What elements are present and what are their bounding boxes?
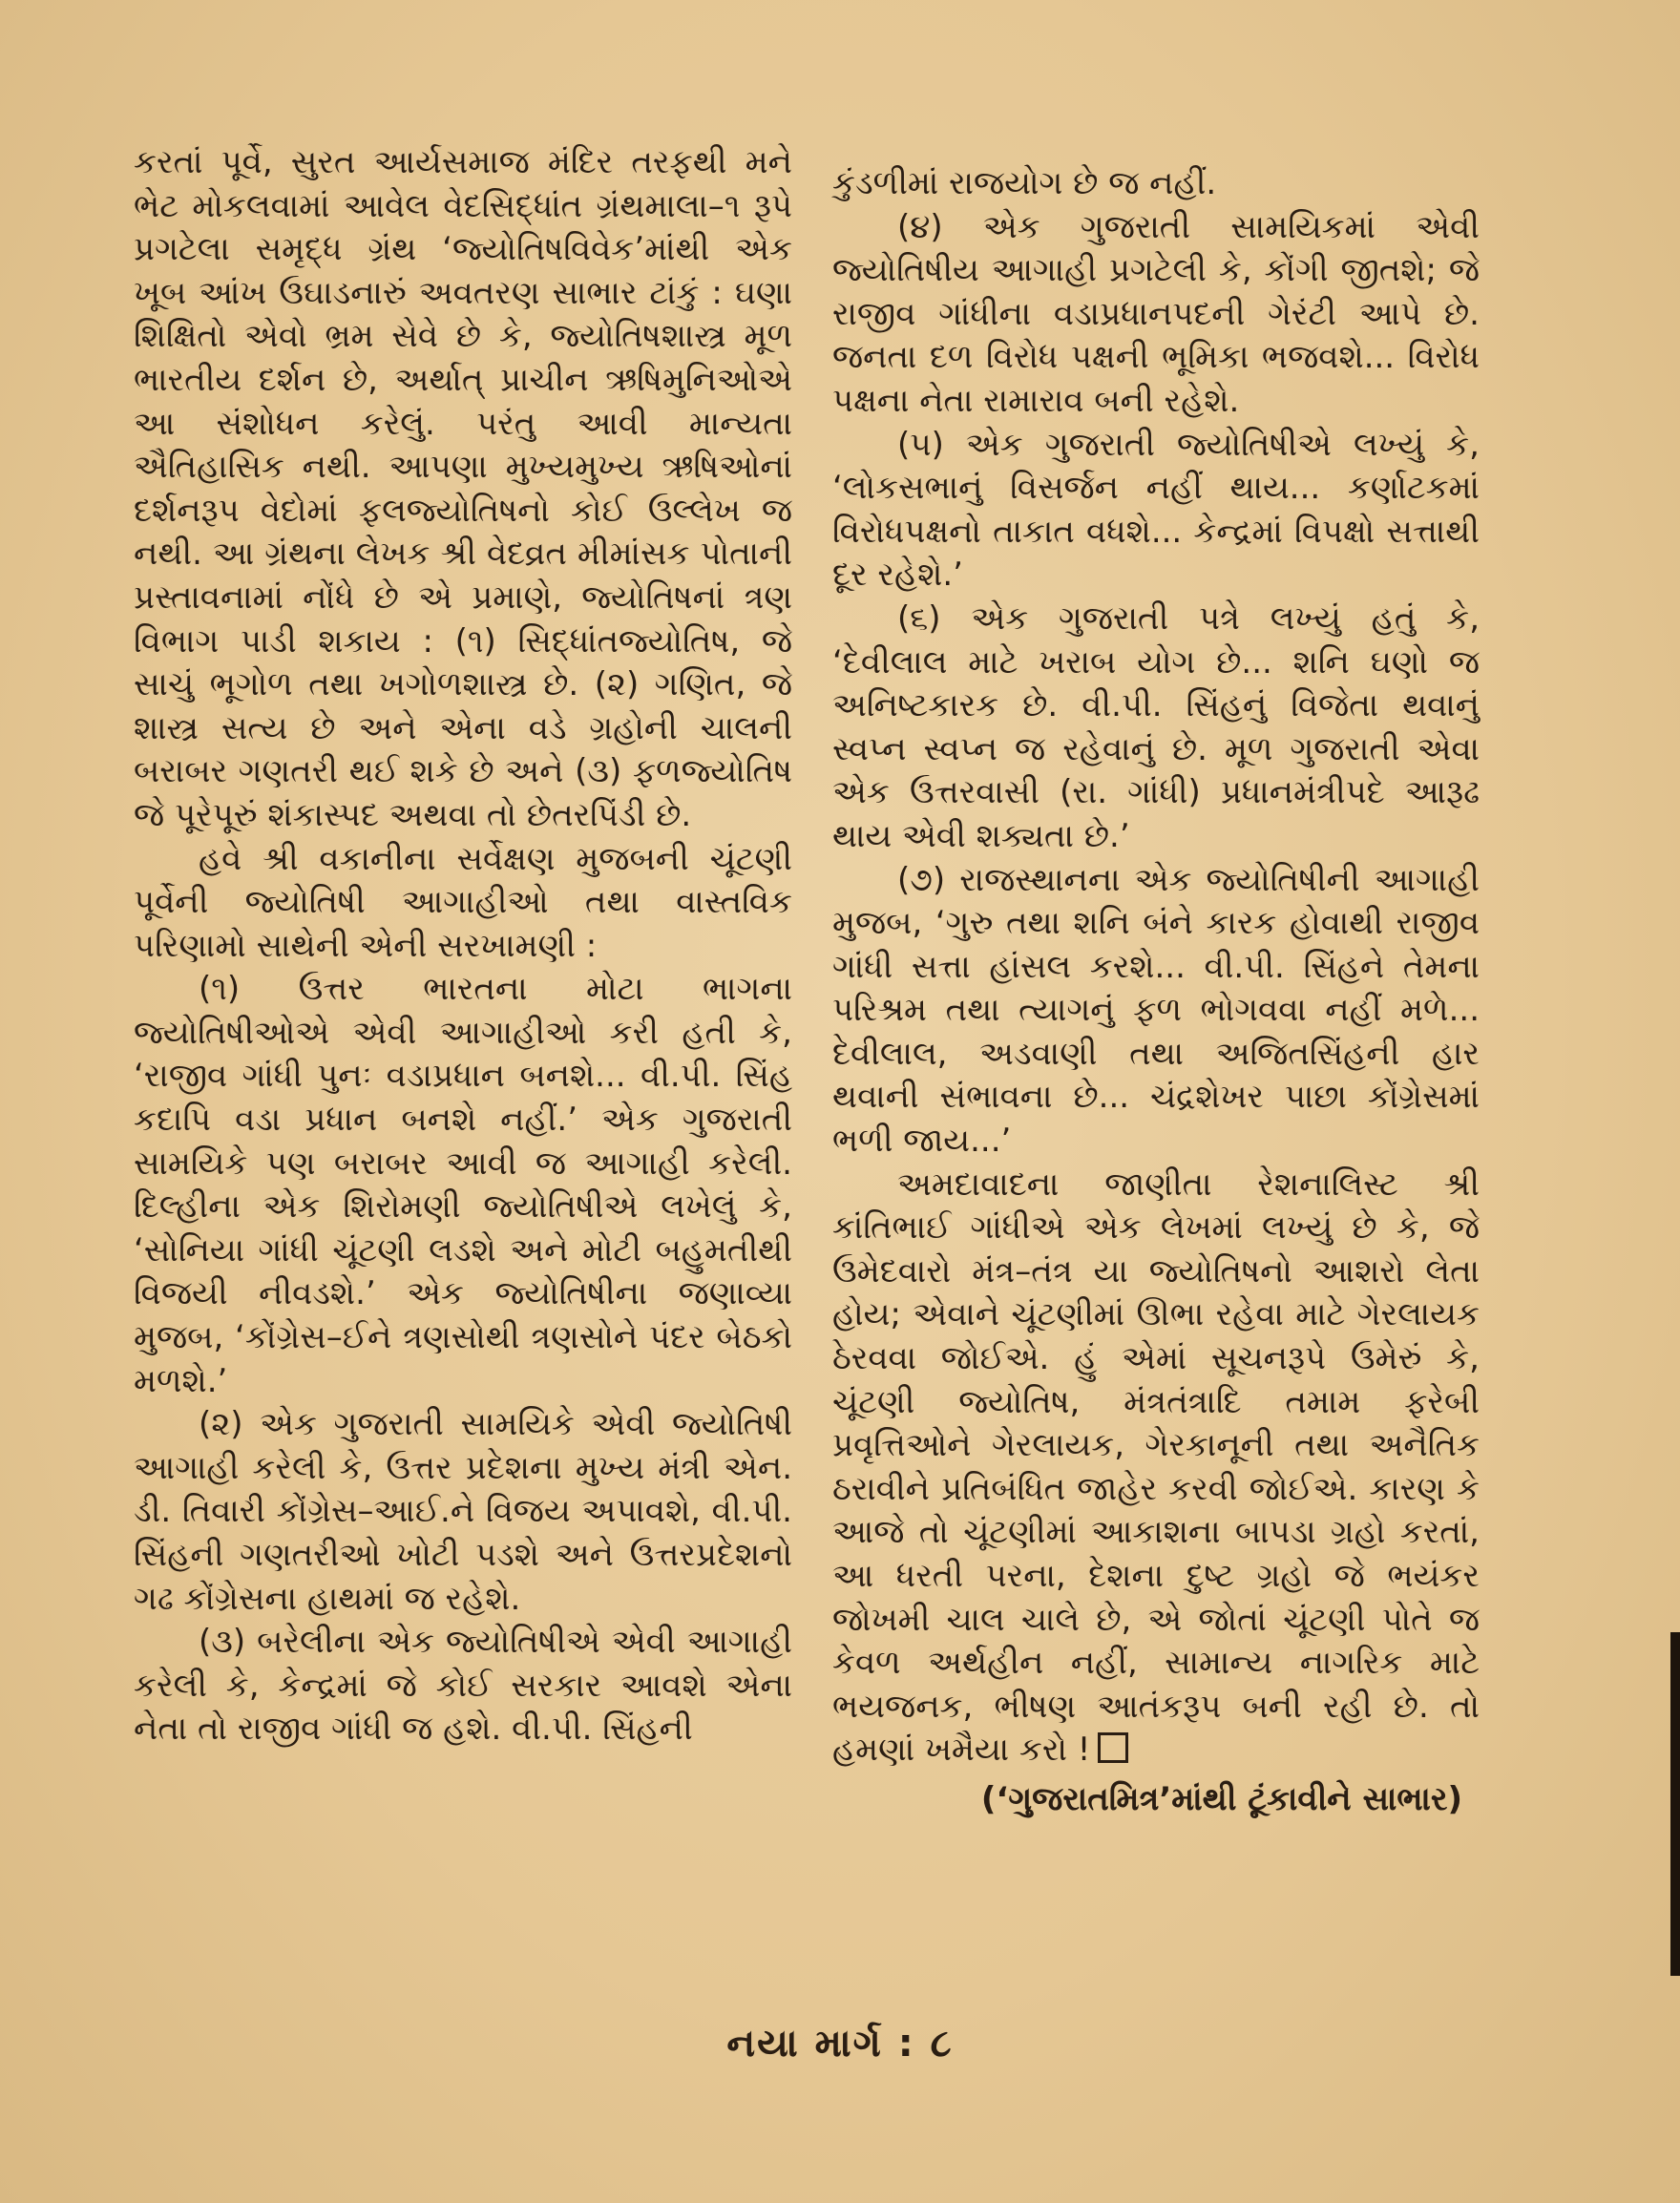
- paragraph-prediction-6: (૬) એક ગુજરાતી પત્રે લખ્યું હતું કે, ‘દેવીલાલ માટે ખરાબ યોગ છે... શનિ ઘણો જ અનિષ્ટકારક છે. વી.પી. સિંહનું વિજેતા થવાનું સ્વપ્ન સ્વપ્ન જ રહેવાનું છે. મૂળ ગુજરાતી એવા એક ઉત્તરવાસી (રા. ગાંધી) પ્રધાનમંત્રીપદે આરૂઢ થાય એવી શક્યતા છે.’: [832, 598, 1480, 855]
- square-end-mark-icon: [1098, 1732, 1128, 1763]
- paragraph-jyotishvivek-quote: કરતાં પૂર્વે, સુરત આર્યસમાજ મંદિર તરફથી મને ભેટ મોકલવામાં આવેલ વેદસિદ્ધાંત ગ્રંથમાલા–૧ રૂપે પ્રગટેલા સમૃદ્ધ ગ્રંથ ‘જ્યોતિષવિવેક’માંથી એક ખૂબ આંખ ઉઘાડનારું અવતરણ સાભાર ટાંકું : ઘણા શિક્ષિતો એવો ભ્રમ સેવે છે કે, જ્યોતિષશાસ્ત્ર મૂળ ભારતીય દર્શન છે, અર્થાત્ પ્રાચીન ઋષિમુનિઓએ આ સંશોધન કરેલું. પરંતુ આવી માન્યતા ઐતિહાસિક નથી. આપણા મુખ્યમુખ્ય ઋષિઓનાં દર્શનરૂપ વેદોમાં ફલજ્યોતિષનો કોઈ ઉલ્લેખ જ નથી. આ ગ્રંથના લેખક શ્રી વેદવ્રત મીમાંસક પોતાની પ્રસ્તાવનામાં નોંધે છે એ પ્રમાણે, જ્યોતિષનાં ત્રણ વિભાગ પાડી શકાય : (૧) સિદ્ધાંતજ્યોતિષ, જે સાચું ભૂગોળ તથા ખગોળશાસ્ત્ર છે. (૨) ગણિત, જે શાસ્ત્ર સત્ય છે અને એના વડે ગ્રહોની ચાલની બરાબર ગણતરી થઈ શકે છે અને (૩) ફળજ્યોતિષ જે પૂરેપૂરું શંકાસ્પદ અથવા તો છેતરપિંડી છે.: [134, 143, 792, 834]
- paragraph-prediction-5: (૫) એક ગુજરાતી જ્યોતિષીએ લખ્યું કે, ‘લોકસભાનું વિસર્જન નહીં થાય... કર્ણાટકમાં વિરોધપક્ષનો તાકાત વધશે... કેન્દ્રમાં વિપક્ષો સત્તાથી દૂર રહેશે.’: [832, 425, 1480, 595]
- paragraph-prediction-4: (૪) એક ગુજરાતી સામયિકમાં એવી જ્યોતિષીય આગાહી પ્રગટેલી કે, કોંગી જીતશે; જે રાજીવ ગાંધીના વડાપ્રધાનપદની ગેરંટી આપે છે. જનતા દળ વિરોધ પક્ષની ભૂમિકા ભજવશે... વિરોધ પક્ષના નેતા રામારાવ બની રહેશે.: [832, 207, 1480, 420]
- paragraph-survey-intro: હવે શ્રી વકાનીના સર્વેક્ષણ મુજબની ચૂંટણી પૂર્વેની જ્યોતિષી આગાહીઓ તથા વાસ્તવિક પરિણામો સાથેની એની સરખામણી :: [134, 839, 792, 965]
- paragraph-conclusion: [832, 1164, 1480, 1773]
- page-edge-shadow: [1670, 1632, 1680, 1976]
- page-footer: નયા માર્ગ : ૮: [726, 2022, 954, 2066]
- conclusion-text: અમદાવાદના જાણીતા રેશનાલિસ્ટ શ્રી કાંતિભાઈ ગાંધીએ એક લેખમાં લખ્યું છે કે, જે ઉમેદવારો મંત્ર–તંત્ર યા જ્યોતિષનો આશરો લેતા હોય; એવાને ચૂંટણીમાં ઊભા રહેવા માટે ગેરલાયક ઠેરવવા જોઈએ. હું એમાં સૂચનરૂપે ઉમેરું કે, ચૂંટણી જ્યોતિષ, મંત્રતંત્રાદિ તમામ ફરેબી પ્રવૃત્તિઓને ગેરલાયક, ગેરકાનૂની તથા અનૈતિક ઠરાવીને પ્રતિબંધિત જાહેર કરવી જોઈએ. કારણ કે આજે તો ચૂંટણીમાં આકાશના બાપડા ગ્રહો કરતાં, આ ધરતી પરના, દેશના દુષ્ટ ગ્રહો જે ભયંકર જોખમી ચાલ ચાલે છે, એ જોતાં ચૂંટણી પોતે જ કેવળ અર્થહીન નહીં, સામાન્ય નાગરિક માટે ભયજનક, ભીષણ આતંકરૂપ બની રહી છે. તો હમણાં ખમૈયા કરો !: [832, 1164, 1480, 1770]
- paragraph-prediction-7: (૭) રાજસ્થાનના એક જ્યોતિષીની આગાહી મુજબ, ‘ગુરુ તથા શનિ બંને કારક હોવાથી રાજીવ ગાંધી સત્તા હાંસલ કરશે... વી.પી. સિંહને તેમના પરિશ્રમ તથા ત્યાગનું ફળ ભોગવવા નહીં મળે... દેવીલાલ, અડવાણી તથા અજિતસિંહની હાર થવાની સંભાવના છે... ચંદ્રશેખર પાછા કોંગ્રેસમાં ભળી જાય...’: [832, 860, 1480, 1161]
- left-column: [134, 141, 792, 1752]
- right-column: [832, 162, 1480, 1822]
- paragraph-prediction-3-continued: કુંડળીમાં રાજયોગ છે જ નહીં.: [832, 164, 1217, 202]
- source-credit: (‘ગુજરાતમિત્ર’માંથી ટૂંકાવીને સાભાર): [980, 1779, 1462, 1818]
- paragraph-prediction-3: (૩) બરેલીના એક જ્યોતિષીએ એવી આગાહી કરેલી કે, કેન્દ્રમાં જે કોઈ સરકાર આવશે એના નેતા તો રાજીવ ગાંધી જ હશે. વી.પી. સિંહની: [134, 1623, 792, 1749]
- paragraph-prediction-1: (૧) ઉત્તર ભારતના મોટા ભાગના જ્યોતિષીઓએ એવી આગાહીઓ કરી હતી કે, ‘રાજીવ ગાંધી પુનઃ વડાપ્રધાન બનશે... વી.પી. સિંહ કદાપિ વડા પ્રધાન બનશે નહીં.’ એક ગુજરાતી સામયિકે પણ બરાબર આવી જ આગાહી કરેલી. દિલ્હીના એક શિરોમણી જ્યોતિષીએ લખેલું કે, ‘સોનિયા ગાંધી ચૂંટણી લડશે અને મોટી બહુમતીથી વિજયી નીવડશે.’ એક જ્યોતિષીના જણાવ્યા મુજબ, ‘કોંગ્રેસ–ઈને ત્રણસોથી ત્રણસોને પંદર બેઠકો મળશે.’: [134, 970, 792, 1400]
- paragraph-prediction-2: (૨) એક ગુજરાતી સામયિકે એવી જ્યોતિષી આગાહી કરેલી કે, ઉત્તર પ્રદેશના મુખ્ય મંત્રી એન. ડી. તિવારી કોંગ્રેસ–આઈ.ને વિજય અપાવશે, વી.પી. સિંહની ગણતરીઓ ખોટી પડશે અને ઉત્તરપ્રદેશનો ગઢ કોંગ્રેસના હાથમાં જ રહેશે.: [134, 1405, 792, 1618]
